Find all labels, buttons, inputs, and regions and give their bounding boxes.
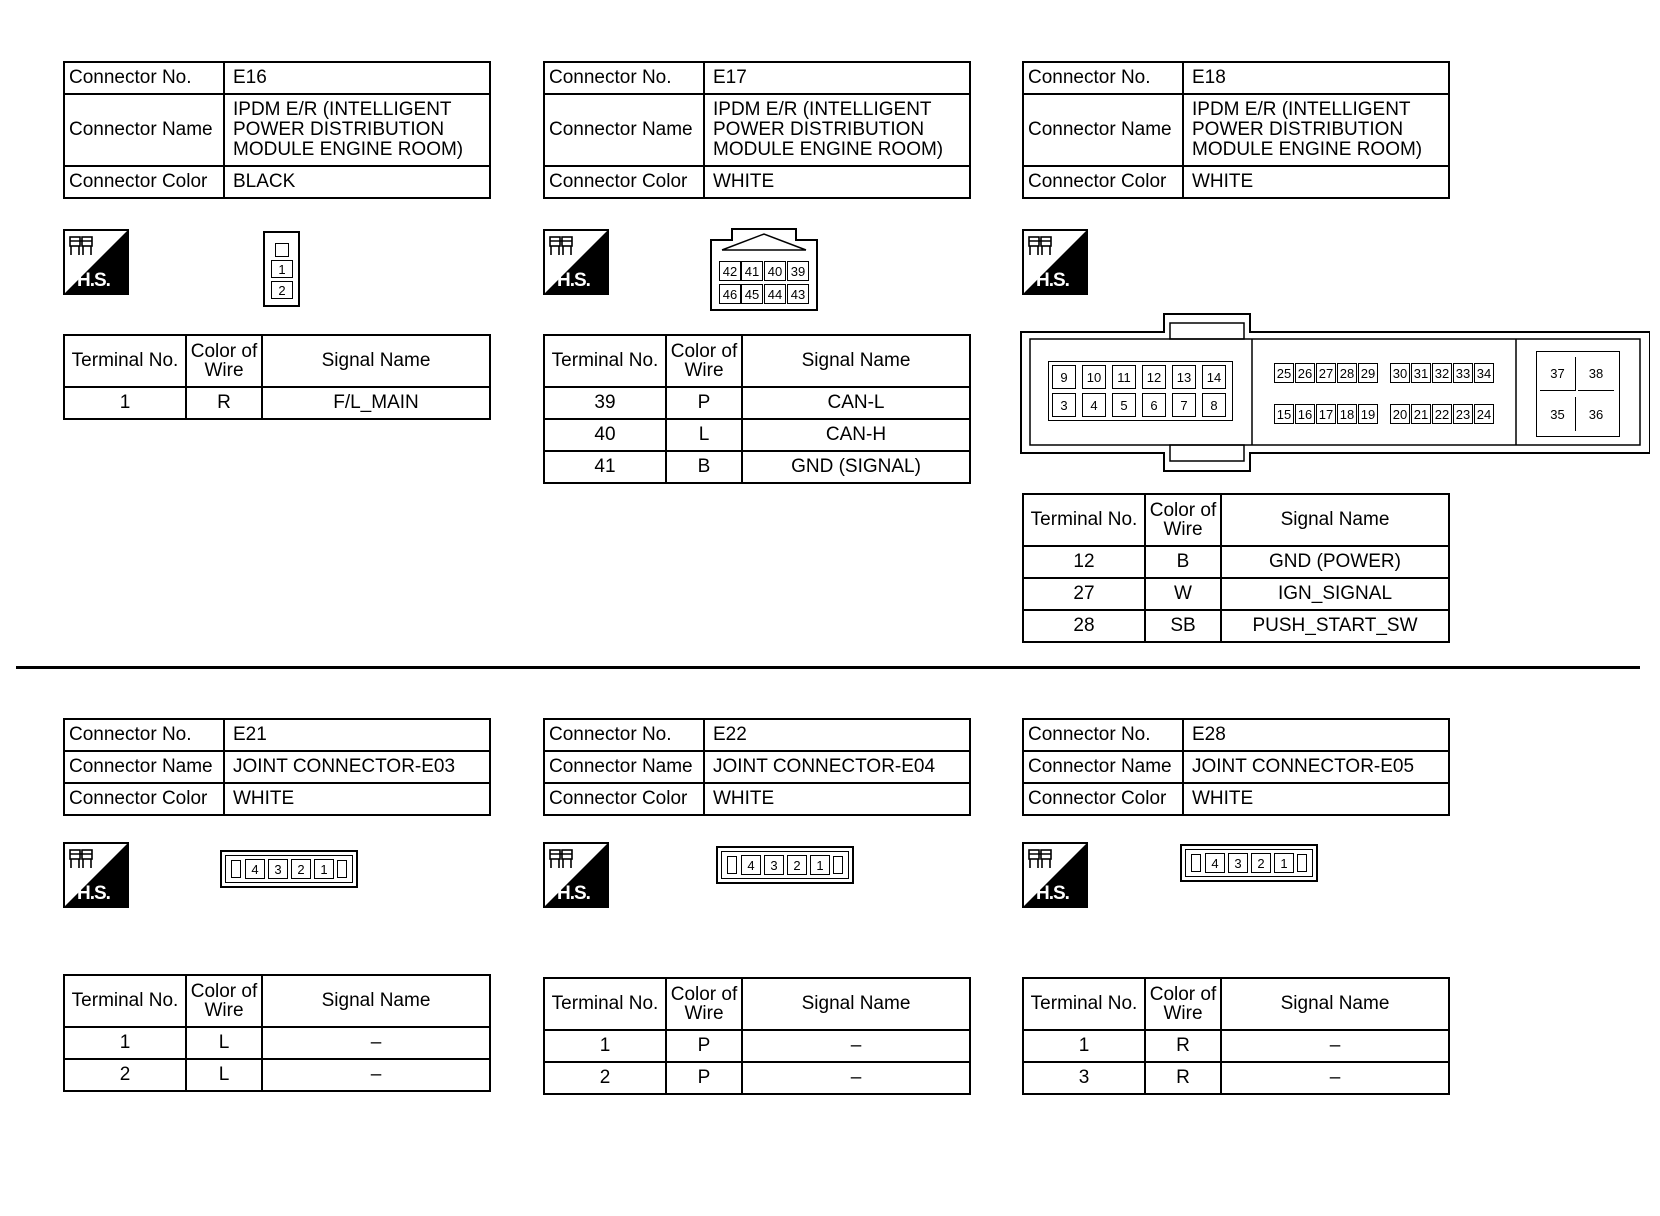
connector-color: WHITE — [1183, 783, 1449, 815]
connector-no: E21 — [224, 719, 490, 751]
harness-side-icon — [543, 842, 609, 908]
harness-side-icon — [63, 229, 129, 295]
connector-no: E16 — [224, 62, 490, 94]
table-row — [1023, 578, 1449, 610]
connector-pin: 17 — [1316, 404, 1336, 424]
hs-label: H.S. — [557, 883, 590, 904]
terminal-no-header: Terminal No. — [1023, 494, 1145, 546]
connector-color-label: Connector Color — [64, 166, 224, 198]
wire-color: R — [1145, 1062, 1221, 1094]
connector-no-label: Connector No. — [1023, 719, 1183, 751]
harness-side-icon — [63, 842, 129, 908]
signal-name: – — [1221, 1062, 1449, 1094]
connector-pin: 3 — [1052, 393, 1076, 417]
connector-pin: 46 — [719, 284, 741, 304]
wire-color: P — [666, 387, 742, 419]
signal-name-header: Signal Name — [742, 978, 970, 1030]
connector-pin: 4 — [1082, 393, 1106, 417]
wire-color-header: Color of Wire — [186, 335, 262, 387]
connector-pin: 30 — [1390, 363, 1410, 383]
terminal-table — [543, 334, 971, 484]
connector-pin: 1 — [314, 859, 334, 879]
connector-color: WHITE — [1183, 166, 1449, 198]
signal-name: – — [262, 1059, 490, 1091]
table-row — [1023, 610, 1449, 642]
connector-pin: 21 — [1411, 404, 1431, 424]
connector-color-label: Connector Color — [544, 166, 704, 198]
connector-no-label: Connector No. — [544, 62, 704, 94]
wire-color: R — [186, 387, 262, 419]
connector-name: IPDM E/R (INTELLIGENT POWER DISTRIBUTION MODULE ENGINE ROOM) — [1183, 94, 1449, 166]
table-row — [544, 451, 970, 483]
connector-no: E22 — [704, 719, 970, 751]
terminal-no-header: Terminal No. — [1023, 978, 1145, 1030]
table-row — [544, 1062, 970, 1094]
connector-pin: 18 — [1337, 404, 1357, 424]
connector-pin: 6 — [1142, 393, 1166, 417]
wire-color: L — [186, 1027, 262, 1059]
terminal-no: 1 — [1023, 1030, 1145, 1062]
connector-pin: 19 — [1358, 404, 1378, 424]
connector-name: IPDM E/R (INTELLIGENT POWER DISTRIBUTION MODULE ENGINE ROOM) — [224, 94, 490, 166]
connector-no-label: Connector No. — [1023, 62, 1183, 94]
connector-face-diagram — [1020, 313, 1650, 475]
connector-info-table — [543, 718, 971, 816]
connector-face-diagram — [263, 231, 300, 307]
table-row — [64, 1059, 490, 1091]
connector-color: WHITE — [704, 166, 970, 198]
connector-pin: 10 — [1082, 365, 1106, 389]
harness-side-icon — [543, 229, 609, 295]
connector-name-label: Connector Name — [1023, 751, 1183, 783]
connector-pin: 27 — [1316, 363, 1336, 383]
connector-info-table — [1022, 61, 1450, 199]
terminal-table — [543, 977, 971, 1095]
connector-name: JOINT CONNECTOR-E05 — [1183, 751, 1449, 783]
connector-color-label: Connector Color — [1023, 783, 1183, 815]
connector-pin: 23 — [1453, 404, 1473, 424]
connector-latch — [833, 856, 843, 874]
connector-pin: 36 — [1588, 406, 1604, 422]
connector-pin: 2 — [271, 281, 293, 299]
connector-pin: 32 — [1432, 363, 1452, 383]
connector-pin: 8 — [1202, 393, 1226, 417]
connector-pin: 29 — [1358, 363, 1378, 383]
wire-color: W — [1145, 578, 1221, 610]
connector-pin: 13 — [1172, 365, 1196, 389]
signal-name: – — [262, 1027, 490, 1059]
wire-color-header: Color of Wire — [666, 978, 742, 1030]
connector-pin: 3 — [268, 859, 288, 879]
signal-name: GND (SIGNAL) — [742, 451, 970, 483]
connector-pin: 1 — [1274, 853, 1294, 873]
connector-name-label: Connector Name — [64, 94, 224, 166]
connector-pin: 11 — [1112, 365, 1136, 389]
connector-info-table — [543, 61, 971, 199]
signal-name: IGN_SIGNAL — [1221, 578, 1449, 610]
hs-label: H.S. — [77, 270, 110, 291]
connector-pin: 3 — [764, 855, 784, 875]
terminal-table — [1022, 493, 1450, 643]
terminal-no: 40 — [544, 419, 666, 451]
connector-pin: 38 — [1578, 357, 1614, 391]
table-row — [1023, 1030, 1449, 1062]
terminal-no: 41 — [544, 451, 666, 483]
terminal-no: 28 — [1023, 610, 1145, 642]
hs-label: H.S. — [1036, 270, 1069, 291]
table-row — [64, 1027, 490, 1059]
connector-latch — [231, 860, 241, 878]
signal-name-header: Signal Name — [262, 335, 490, 387]
connector-pin: 22 — [1432, 404, 1452, 424]
connector-latch — [1191, 854, 1201, 872]
connector-color: WHITE — [224, 783, 490, 815]
connector-pin: 37 — [1540, 357, 1576, 391]
connector-face-diagram — [1180, 844, 1318, 882]
connector-color-label: Connector Color — [64, 783, 224, 815]
connector-info-table — [63, 61, 491, 199]
connector-pin: 2 — [1251, 853, 1271, 873]
wire-color-header: Color of Wire — [1145, 494, 1221, 546]
terminal-no: 3 — [1023, 1062, 1145, 1094]
connector-pin: 40 — [764, 261, 786, 281]
wire-color: SB — [1145, 610, 1221, 642]
connector-pin: 42 — [719, 261, 741, 281]
table-row — [1023, 546, 1449, 578]
connector-pin: 26 — [1295, 363, 1315, 383]
connector-latch — [1297, 854, 1307, 872]
table-row — [1023, 1062, 1449, 1094]
connector-pin: 24 — [1474, 404, 1494, 424]
signal-name: – — [742, 1062, 970, 1094]
connector-name-label: Connector Name — [64, 751, 224, 783]
connector-color: WHITE — [704, 783, 970, 815]
signal-name: – — [1221, 1030, 1449, 1062]
wire-color: L — [186, 1059, 262, 1091]
signal-name: CAN-L — [742, 387, 970, 419]
signal-name-header: Signal Name — [1221, 494, 1449, 546]
connector-latch — [337, 860, 347, 878]
signal-name: GND (POWER) — [1221, 546, 1449, 578]
connector-pin: 44 — [764, 284, 786, 304]
connector-color-label: Connector Color — [544, 783, 704, 815]
connector-pin: 34 — [1474, 363, 1494, 383]
signal-name-header: Signal Name — [1221, 978, 1449, 1030]
connector-latch — [727, 856, 737, 874]
connector-pin: 12 — [1142, 365, 1166, 389]
wire-color: B — [1145, 546, 1221, 578]
connector-pin: 4 — [1205, 853, 1225, 873]
connector-color: BLACK — [224, 166, 490, 198]
table-row — [544, 387, 970, 419]
connector-info-table — [1022, 718, 1450, 816]
connector-pin: 43 — [787, 284, 809, 304]
connector-pin: 41 — [741, 261, 763, 281]
hs-label: H.S. — [557, 270, 590, 291]
terminal-no: 2 — [64, 1059, 186, 1091]
connector-pin: 39 — [787, 261, 809, 281]
connector-pin: 20 — [1390, 404, 1410, 424]
connector-name-label: Connector Name — [544, 751, 704, 783]
terminal-table — [63, 334, 491, 420]
connector-pin: 45 — [741, 284, 763, 304]
wire-color: B — [666, 451, 742, 483]
connector-name-label: Connector Name — [544, 94, 704, 166]
connector-pin: 15 — [1274, 404, 1294, 424]
connector-pin: 35 — [1540, 397, 1576, 431]
table-row — [544, 419, 970, 451]
terminal-no-header: Terminal No. — [544, 978, 666, 1030]
signal-name: F/L_MAIN — [262, 387, 490, 419]
terminal-no-header: Terminal No. — [64, 335, 186, 387]
connector-pin: 1 — [810, 855, 830, 875]
connector-pin: 1 — [271, 260, 293, 278]
connector-pin: 9 — [1052, 365, 1076, 389]
signal-name-header: Signal Name — [742, 335, 970, 387]
wire-color: L — [666, 419, 742, 451]
terminal-no: 2 — [544, 1062, 666, 1094]
signal-name: CAN-H — [742, 419, 970, 451]
connector-pin: 25 — [1274, 363, 1294, 383]
terminal-no: 1 — [64, 387, 186, 419]
connector-name: IPDM E/R (INTELLIGENT POWER DISTRIBUTION MODULE ENGINE ROOM) — [704, 94, 970, 166]
terminal-no-header: Terminal No. — [64, 975, 186, 1027]
terminal-no-header: Terminal No. — [544, 335, 666, 387]
connector-key — [275, 243, 289, 257]
connector-pin: 4 — [245, 859, 265, 879]
connector-color-label: Connector Color — [1023, 166, 1183, 198]
connector-no-label: Connector No. — [544, 719, 704, 751]
terminal-table — [63, 974, 491, 1092]
connector-face-diagram — [716, 846, 854, 884]
harness-side-icon — [1022, 842, 1088, 908]
wire-color-header: Color of Wire — [666, 335, 742, 387]
wire-color: P — [666, 1030, 742, 1062]
connector-face-diagram — [710, 228, 818, 312]
connector-pin: 7 — [1172, 393, 1196, 417]
section-divider — [16, 666, 1640, 669]
wire-color-header: Color of Wire — [1145, 978, 1221, 1030]
connector-no: E18 — [1183, 62, 1449, 94]
terminal-no: 39 — [544, 387, 666, 419]
hs-label: H.S. — [77, 883, 110, 904]
connector-no-label: Connector No. — [64, 62, 224, 94]
connector-pin: 31 — [1411, 363, 1431, 383]
connector-name-label: Connector Name — [1023, 94, 1183, 166]
connector-pin: 28 — [1337, 363, 1357, 383]
signal-name-header: Signal Name — [262, 975, 490, 1027]
table-row — [544, 1030, 970, 1062]
wire-color-header: Color of Wire — [186, 975, 262, 1027]
connector-no: E28 — [1183, 719, 1449, 751]
terminal-no: 27 — [1023, 578, 1145, 610]
terminal-no: 1 — [64, 1027, 186, 1059]
terminal-table — [1022, 977, 1450, 1095]
harness-side-icon — [1022, 229, 1088, 295]
signal-name: – — [742, 1030, 970, 1062]
connector-pin: 16 — [1295, 404, 1315, 424]
hs-label: H.S. — [1036, 883, 1069, 904]
connector-pin: 2 — [291, 859, 311, 879]
connector-pin: 33 — [1453, 363, 1473, 383]
connector-info-table — [63, 718, 491, 816]
connector-pin: 4 — [741, 855, 761, 875]
terminal-no: 12 — [1023, 546, 1145, 578]
wire-color: P — [666, 1062, 742, 1094]
connector-pin: 3 — [1228, 853, 1248, 873]
connector-pin: 14 — [1202, 365, 1226, 389]
connector-pin: 2 — [787, 855, 807, 875]
terminal-no: 1 — [544, 1030, 666, 1062]
connector-no: E17 — [704, 62, 970, 94]
connector-name: JOINT CONNECTOR-E03 — [224, 751, 490, 783]
wire-color: R — [1145, 1030, 1221, 1062]
connector-pin: 5 — [1112, 393, 1136, 417]
connector-no-label: Connector No. — [64, 719, 224, 751]
signal-name: PUSH_START_SW — [1221, 610, 1449, 642]
connector-name: JOINT CONNECTOR-E04 — [704, 751, 970, 783]
connector-face-diagram — [220, 850, 358, 888]
table-row — [64, 387, 490, 419]
